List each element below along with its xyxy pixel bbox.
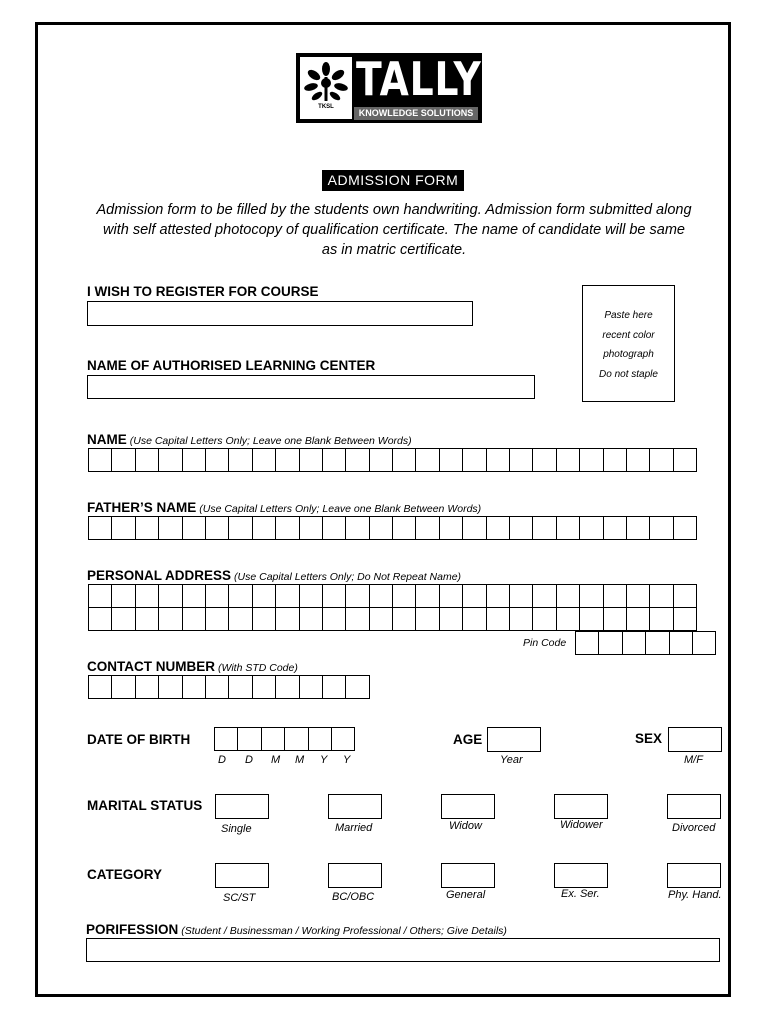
letter-cell[interactable]: [135, 584, 159, 608]
category-option-label: Phy. Hand.: [668, 889, 722, 901]
letter-cell[interactable]: [462, 448, 486, 472]
letter-cell[interactable]: [415, 607, 439, 631]
letter-cell[interactable]: [205, 675, 229, 699]
letter-cell[interactable]: [673, 607, 697, 631]
name-note: (Use Capital Letters Only; Leave one Blank Between Words): [129, 435, 412, 447]
marital-widower-box[interactable]: [554, 794, 608, 819]
letter-cell[interactable]: [111, 675, 135, 699]
letter-cell[interactable]: [111, 448, 135, 472]
letter-cell[interactable]: [252, 584, 276, 608]
dob-grid[interactable]: [214, 727, 355, 751]
letter-cell[interactable]: [345, 584, 369, 608]
letter-cell[interactable]: [252, 607, 276, 631]
age-label: AGE: [453, 732, 483, 747]
letter-cell[interactable]: [486, 607, 510, 631]
letter-cell[interactable]: [392, 448, 416, 472]
dob-digit-caption: M: [271, 754, 281, 766]
photo-box[interactable]: [582, 285, 675, 402]
letter-cell[interactable]: [228, 516, 252, 540]
letter-cell[interactable]: [345, 675, 369, 699]
letter-cell[interactable]: [509, 448, 533, 472]
letter-cell[interactable]: [369, 584, 393, 608]
photo-instruction: Do not staple: [599, 368, 658, 380]
letter-cell[interactable]: [439, 448, 463, 472]
letter-cell[interactable]: [486, 448, 510, 472]
letter-cell[interactable]: [252, 675, 276, 699]
course-field[interactable]: [87, 301, 473, 326]
letter-cell[interactable]: [205, 448, 229, 472]
letter-cell[interactable]: [111, 584, 135, 608]
profession-field[interactable]: [86, 938, 720, 962]
letter-cell[interactable]: [228, 584, 252, 608]
letter-cell[interactable]: [415, 448, 439, 472]
letter-cell[interactable]: [158, 516, 182, 540]
letter-cell[interactable]: [649, 584, 673, 608]
letter-cell[interactable]: [392, 516, 416, 540]
letter-cell[interactable]: [228, 448, 252, 472]
letter-cell[interactable]: [135, 448, 159, 472]
sex-label: SEX: [635, 731, 663, 746]
marital-option-label: Divorced: [672, 822, 716, 834]
name-label-text: NAME: [87, 432, 127, 447]
letter-cell[interactable]: [579, 448, 603, 472]
category-option-label: SC/ST: [223, 892, 256, 904]
letter-cell[interactable]: [322, 607, 346, 631]
name-label: [87, 432, 412, 447]
letter-cell[interactable]: [579, 584, 603, 608]
letter-cell[interactable]: [88, 448, 112, 472]
letter-cell[interactable]: [369, 516, 393, 540]
letter-cell[interactable]: [392, 584, 416, 608]
age-field[interactable]: [487, 727, 541, 752]
letter-cell[interactable]: [322, 448, 346, 472]
letter-cell[interactable]: [692, 631, 716, 655]
letter-cell[interactable]: [345, 607, 369, 631]
letter-cell[interactable]: [532, 584, 556, 608]
marital-divorced-box[interactable]: [667, 794, 721, 819]
profession-label-text: PORIFESSION: [86, 922, 179, 937]
letter-cell[interactable]: [673, 448, 697, 472]
letter-cell[interactable]: [182, 675, 206, 699]
emblem-text: TKSL: [318, 104, 334, 110]
letter-cell[interactable]: [299, 584, 323, 608]
photo-instruction: recent color: [602, 329, 655, 341]
letter-cell[interactable]: [345, 516, 369, 540]
letter-cell[interactable]: [88, 584, 112, 608]
marital-option-label: Widower: [560, 819, 603, 831]
letter-cell[interactable]: [261, 727, 285, 751]
letter-cell[interactable]: [299, 448, 323, 472]
category-general-box[interactable]: [441, 863, 495, 888]
sex-field[interactable]: [668, 727, 722, 752]
age-caption: Year: [500, 754, 523, 766]
category-label: CATEGORY: [87, 867, 163, 882]
dob-digit-caption: M: [295, 754, 305, 766]
letter-cell[interactable]: [415, 584, 439, 608]
letter-cell[interactable]: [645, 631, 669, 655]
letter-cell[interactable]: [626, 448, 650, 472]
category-exser-box[interactable]: [554, 863, 608, 888]
intro-text: [74, 200, 714, 260]
letter-cell[interactable]: [88, 516, 112, 540]
father-note: (Use Capital Letters Only; Leave one Blank Between Words): [199, 503, 482, 515]
letter-cell[interactable]: [158, 675, 182, 699]
contact-label-text: CONTACT NUMBER: [87, 659, 215, 674]
letter-cell[interactable]: [415, 516, 439, 540]
letter-cell[interactable]: [228, 675, 252, 699]
address-label-text: PERSONAL ADDRESS: [87, 568, 232, 583]
letter-cell[interactable]: [439, 516, 463, 540]
marital-widow-box[interactable]: [441, 794, 495, 819]
letter-cell[interactable]: [603, 584, 627, 608]
letter-cell[interactable]: [673, 584, 697, 608]
intro-line: with self attested photocopy of qualification certificate. The name of candidate will be same: [103, 222, 685, 238]
pin-code-grid[interactable]: [575, 631, 716, 655]
contact-label: [87, 659, 298, 674]
contact-grid[interactable]: [88, 675, 370, 699]
letter-cell[interactable]: [182, 448, 206, 472]
letter-cell[interactable]: [392, 607, 416, 631]
letter-cell[interactable]: [556, 607, 580, 631]
letter-cell[interactable]: [214, 727, 238, 751]
letter-cell[interactable]: [205, 584, 229, 608]
letter-cell[interactable]: [603, 448, 627, 472]
marital-option-label: Single: [221, 823, 252, 835]
letter-cell[interactable]: [135, 607, 159, 631]
intro-line: Admission form to be filled by the students own handwriting. Admission form submitted along: [96, 202, 692, 218]
marital-option-label: Widow: [449, 820, 482, 832]
letter-cell[interactable]: [88, 607, 112, 631]
letter-cell[interactable]: [486, 584, 510, 608]
letter-cell[interactable]: [322, 516, 346, 540]
letter-cell[interactable]: [673, 516, 697, 540]
category-phyhand-box[interactable]: [667, 863, 721, 888]
contact-note: (With STD Code): [218, 662, 298, 674]
address-grid-row-1[interactable]: [88, 584, 697, 608]
letter-cell[interactable]: [205, 516, 229, 540]
letter-cell[interactable]: [275, 516, 299, 540]
letter-cell[interactable]: [205, 607, 229, 631]
tally-logo: [296, 53, 482, 123]
name-grid[interactable]: [88, 448, 697, 472]
letter-cell[interactable]: [669, 631, 693, 655]
letter-cell[interactable]: [532, 448, 556, 472]
letter-cell[interactable]: [626, 607, 650, 631]
letter-cell[interactable]: [462, 607, 486, 631]
letter-cell[interactable]: [486, 516, 510, 540]
father-label: [87, 500, 481, 515]
letter-cell[interactable]: [308, 727, 332, 751]
brand-subtitle: KNOWLEDGE SOLUTIONS: [358, 108, 474, 118]
letter-cell[interactable]: [182, 607, 206, 631]
father-grid[interactable]: [88, 516, 697, 540]
center-field[interactable]: [87, 375, 535, 399]
letter-cell[interactable]: [252, 448, 276, 472]
letter-cell[interactable]: [111, 516, 135, 540]
letter-cell[interactable]: [182, 516, 206, 540]
letter-cell[interactable]: [649, 516, 673, 540]
letter-cell[interactable]: [532, 516, 556, 540]
letter-cell[interactable]: [439, 607, 463, 631]
dob-digit-caption: Y: [343, 754, 351, 766]
category-option-label: BC/OBC: [332, 891, 375, 903]
letter-cell[interactable]: [598, 631, 622, 655]
letter-cell[interactable]: [158, 584, 182, 608]
letter-cell[interactable]: [509, 584, 533, 608]
letter-cell[interactable]: [322, 584, 346, 608]
letter-cell[interactable]: [299, 516, 323, 540]
dob-digit-caption: D: [218, 754, 226, 766]
letter-cell[interactable]: [626, 584, 650, 608]
letter-cell[interactable]: [237, 727, 261, 751]
letter-cell[interactable]: [509, 607, 533, 631]
center-label: NAME OF AUTHORISED LEARNING CENTER: [87, 358, 376, 373]
letter-cell[interactable]: [275, 675, 299, 699]
address-grid-row-2[interactable]: [88, 607, 697, 631]
letter-cell[interactable]: [556, 448, 580, 472]
dob-digit-caption: Y: [320, 754, 328, 766]
sex-caption: M/F: [684, 754, 703, 766]
address-note: (Use Capital Letters Only; Do Not Repeat Name): [234, 571, 462, 583]
profession-note: (Student / Businessman / Working Professional / Others; Give Details): [181, 925, 507, 937]
intro-line: as in matric certificate.: [321, 242, 467, 258]
letter-cell[interactable]: [575, 631, 599, 655]
letter-cell[interactable]: [345, 448, 369, 472]
photo-instruction: photograph: [603, 349, 654, 360]
letter-cell[interactable]: [509, 516, 533, 540]
course-label: I WISH TO REGISTER FOR COURSE: [87, 284, 319, 299]
letter-cell[interactable]: [369, 607, 393, 631]
letter-cell[interactable]: [135, 675, 159, 699]
letter-cell[interactable]: [252, 516, 276, 540]
letter-cell[interactable]: [622, 631, 646, 655]
brand-name: TALLY: [356, 52, 482, 106]
letter-cell[interactable]: [299, 675, 323, 699]
letter-cell[interactable]: [626, 516, 650, 540]
photo-instruction: Paste here: [604, 310, 653, 321]
letter-cell[interactable]: [275, 607, 299, 631]
letter-cell[interactable]: [556, 516, 580, 540]
letter-cell[interactable]: [369, 448, 393, 472]
tree-emblem-icon: [300, 57, 352, 119]
address-label: [87, 568, 461, 583]
profession-label: [86, 922, 507, 937]
letter-cell[interactable]: [603, 607, 627, 631]
letter-cell[interactable]: [299, 607, 323, 631]
letter-cell[interactable]: [331, 727, 355, 751]
letter-cell[interactable]: [228, 607, 252, 631]
letter-cell[interactable]: [556, 584, 580, 608]
category-option-label: Ex. Ser.: [561, 888, 600, 900]
letter-cell[interactable]: [603, 516, 627, 540]
marital-label: MARITAL STATUS: [87, 798, 203, 813]
letter-cell[interactable]: [284, 727, 308, 751]
letter-cell[interactable]: [88, 675, 112, 699]
letter-cell[interactable]: [158, 448, 182, 472]
letter-cell[interactable]: [135, 516, 159, 540]
letter-cell[interactable]: [158, 607, 182, 631]
letter-cell[interactable]: [649, 448, 673, 472]
pin-code-label: Pin Code: [523, 637, 567, 649]
letter-cell[interactable]: [532, 607, 556, 631]
father-label-text: FATHER’S NAME: [87, 500, 197, 515]
letter-cell[interactable]: [462, 584, 486, 608]
letter-cell[interactable]: [111, 607, 135, 631]
brand-subtitle-bar: [354, 107, 478, 120]
letter-cell[interactable]: [579, 516, 603, 540]
letter-cell[interactable]: [439, 584, 463, 608]
dob-digit-caption: D: [245, 754, 253, 766]
marital-option-label: Married: [335, 822, 373, 834]
letter-cell[interactable]: [462, 516, 486, 540]
category-scst-box[interactable]: [215, 863, 269, 888]
letter-cell[interactable]: [649, 607, 673, 631]
marital-single-box[interactable]: [215, 794, 269, 819]
letter-cell[interactable]: [275, 448, 299, 472]
dob-label: DATE OF BIRTH: [87, 732, 191, 747]
letter-cell[interactable]: [322, 675, 346, 699]
letter-cell[interactable]: [182, 584, 206, 608]
form-title: ADMISSION FORM: [322, 170, 464, 191]
letter-cell[interactable]: [275, 584, 299, 608]
category-bcobc-box[interactable]: [328, 863, 382, 888]
category-option-label: General: [446, 889, 486, 901]
marital-married-box[interactable]: [328, 794, 382, 819]
letter-cell[interactable]: [579, 607, 603, 631]
